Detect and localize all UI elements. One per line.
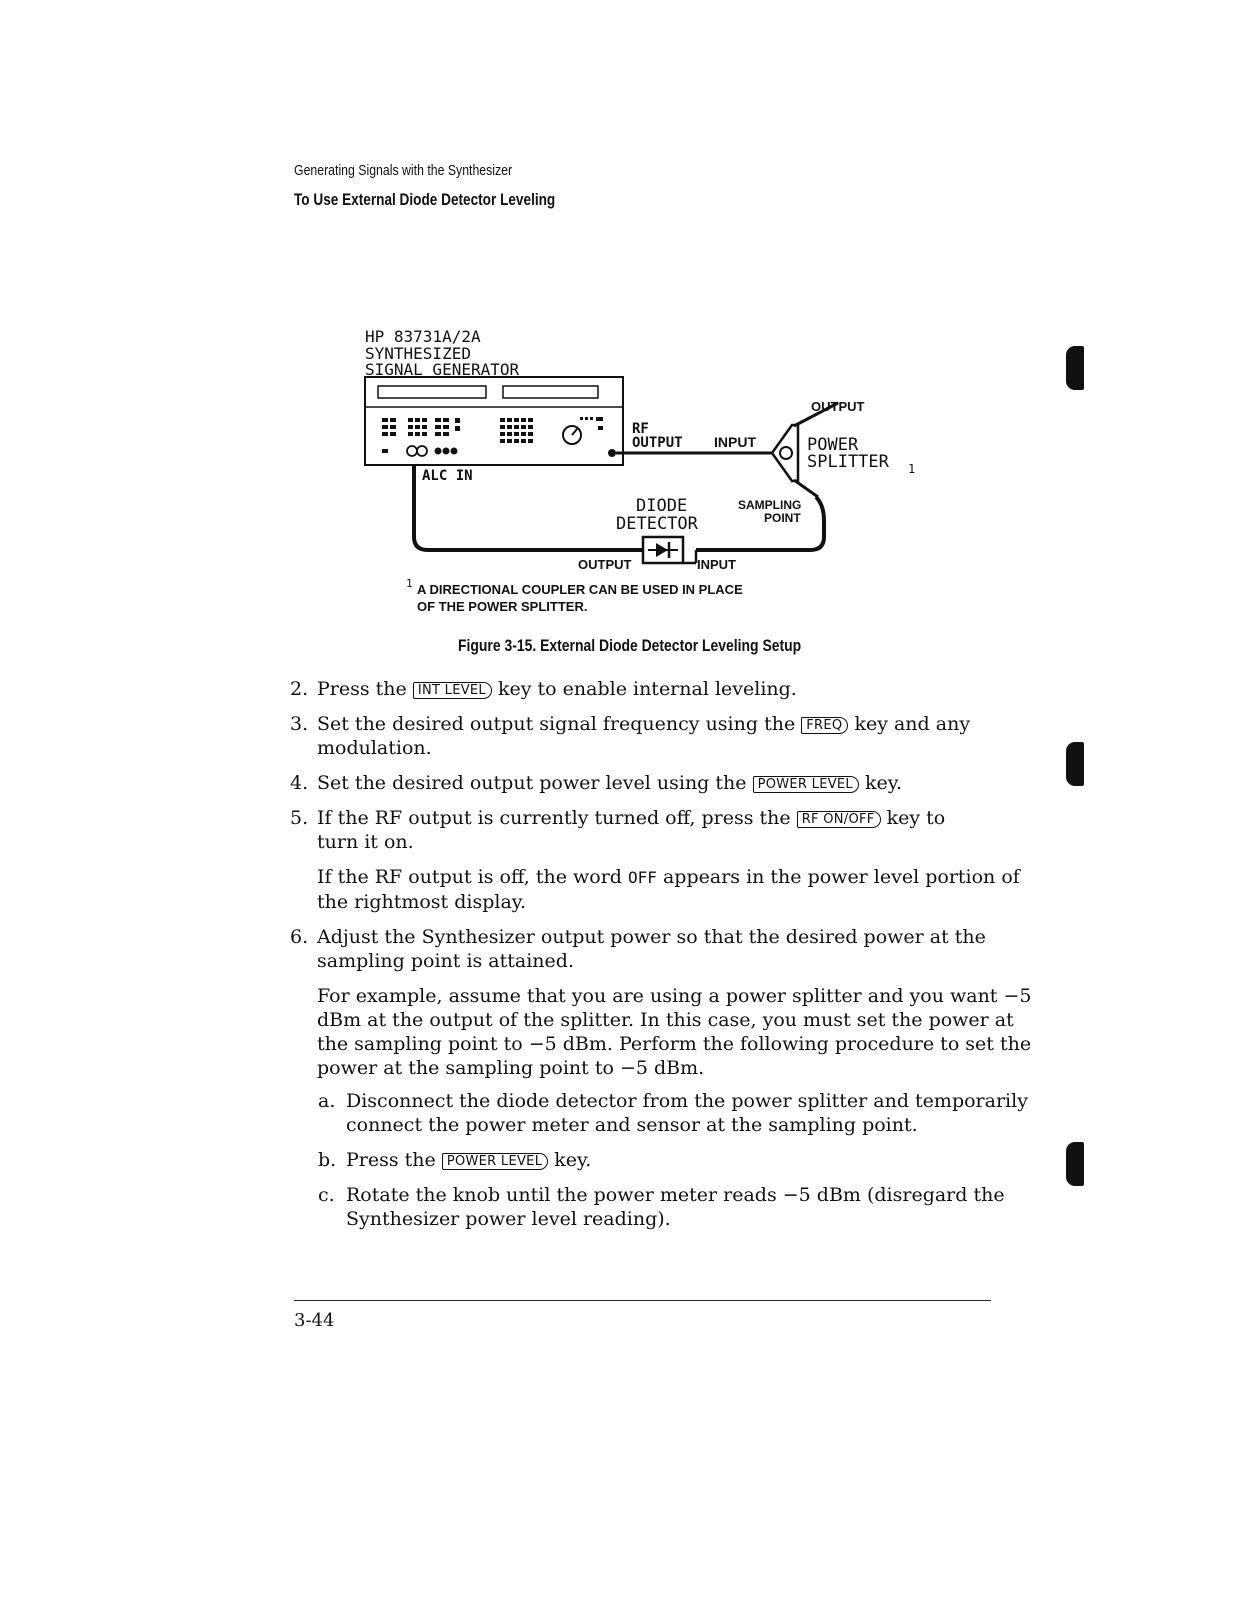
power-level-key: POWER LEVEL xyxy=(753,776,859,793)
rf-on-off-key: RF ON/OFF xyxy=(797,811,881,828)
off-code: OFF xyxy=(628,868,657,887)
margin-tab-marker xyxy=(1066,1142,1084,1186)
power-level-key: POWER LEVEL xyxy=(442,1153,548,1170)
alc-in-label: ALC IN xyxy=(422,468,473,484)
splitter-input-label: INPUT xyxy=(714,434,756,450)
footnote-line1: A DIRECTIONAL COUPLER CAN BE USED IN PLACE xyxy=(417,582,743,597)
step-5-note: If the RF output is off, the word OFF appears in the power level portion of the rightmost display. xyxy=(317,866,1020,913)
footnote-line2: OF THE POWER SPLITTER. xyxy=(417,599,588,614)
detector-input-label: INPUT xyxy=(697,557,736,572)
section-title: To Use External Diode Detector Leveling xyxy=(294,190,556,209)
step-3: Set the desired output signal frequency using the FREQ key and any modulation. xyxy=(317,713,971,759)
step-number: 3. xyxy=(290,713,309,735)
detector-output-label: OUTPUT xyxy=(578,557,632,572)
splitter-output-label: OUTPUT xyxy=(811,399,865,414)
footer-rule xyxy=(294,1300,991,1301)
step-5: If the RF output is currently turned off, press the RF ON/OFF key to turn it on. xyxy=(317,807,946,853)
leveling-setup-diagram xyxy=(360,325,940,625)
rf-output-label-line1: RF xyxy=(632,421,649,437)
step-number: 6. xyxy=(290,926,309,948)
step-2: Press the INT LEVEL key to enable internal leveling. xyxy=(317,678,797,700)
running-header: Generating Signals with the Synthesizer xyxy=(294,162,513,179)
diode-detector-label-line2: DETECTOR xyxy=(616,514,698,534)
substep-b: Press the POWER LEVEL key. xyxy=(346,1149,592,1171)
margin-tab-marker xyxy=(1066,742,1084,786)
figure-caption: Figure 3-15. External Diode Detector Leveling Setup xyxy=(458,636,802,655)
step-number: 4. xyxy=(290,772,309,794)
rf-output-label-line2: OUTPUT xyxy=(632,435,683,451)
sampling-point-label-line1: SAMPLING xyxy=(738,498,802,512)
step-number: 2. xyxy=(290,678,309,700)
splitter-footnote-mark: 1 xyxy=(908,462,916,476)
power-splitter-label-line2: SPLITTER xyxy=(807,452,889,472)
page-number: 3-44 xyxy=(294,1310,335,1331)
generator-label-line1: HP 83731A/2A xyxy=(365,327,481,346)
footnote-mark: 1 xyxy=(406,577,413,590)
substep-letter: a. xyxy=(318,1090,336,1112)
power-splitter-label-line1: POWER xyxy=(807,435,859,455)
substep-a: Disconnect the diode detector from the power splitter and temporarily connect the power meter and sensor at the sampling point. xyxy=(346,1090,1028,1136)
generator-label-line2: SYNTHESIZED xyxy=(365,344,471,363)
step-6: Adjust the Synthesizer output power so that the desired power at the sampling point is attained. xyxy=(317,926,986,972)
sampling-point-label-line2: POINT xyxy=(764,511,801,525)
margin-tab-marker xyxy=(1066,346,1084,390)
signal-generator-icon xyxy=(365,377,623,465)
freq-key: FREQ xyxy=(801,717,848,734)
diode-detector-icon xyxy=(643,537,696,563)
substep-letter: c. xyxy=(318,1184,335,1206)
diode-detector-label-line1: DIODE xyxy=(636,496,688,516)
step-4: Set the desired output power level using the POWER LEVEL key. xyxy=(317,772,903,794)
substep-c: Rotate the knob until the power meter reads −5 dBm (disregard the Synthesizer power level reading). xyxy=(346,1184,1005,1230)
int-level-key: INT LEVEL xyxy=(413,682,492,699)
step-number: 5. xyxy=(290,807,309,829)
generator-label-line3: SIGNAL GENERATOR xyxy=(365,360,520,379)
substep-letter: b. xyxy=(318,1149,337,1171)
step-6-note: For example, assume that you are using a power splitter and you want −5 dBm at the output of the splitter. In this case, you must set the power at the sampling point to −5 dBm. Perform the following procedure to set the power at the sampling point to −5 dBm. xyxy=(317,985,1032,1079)
